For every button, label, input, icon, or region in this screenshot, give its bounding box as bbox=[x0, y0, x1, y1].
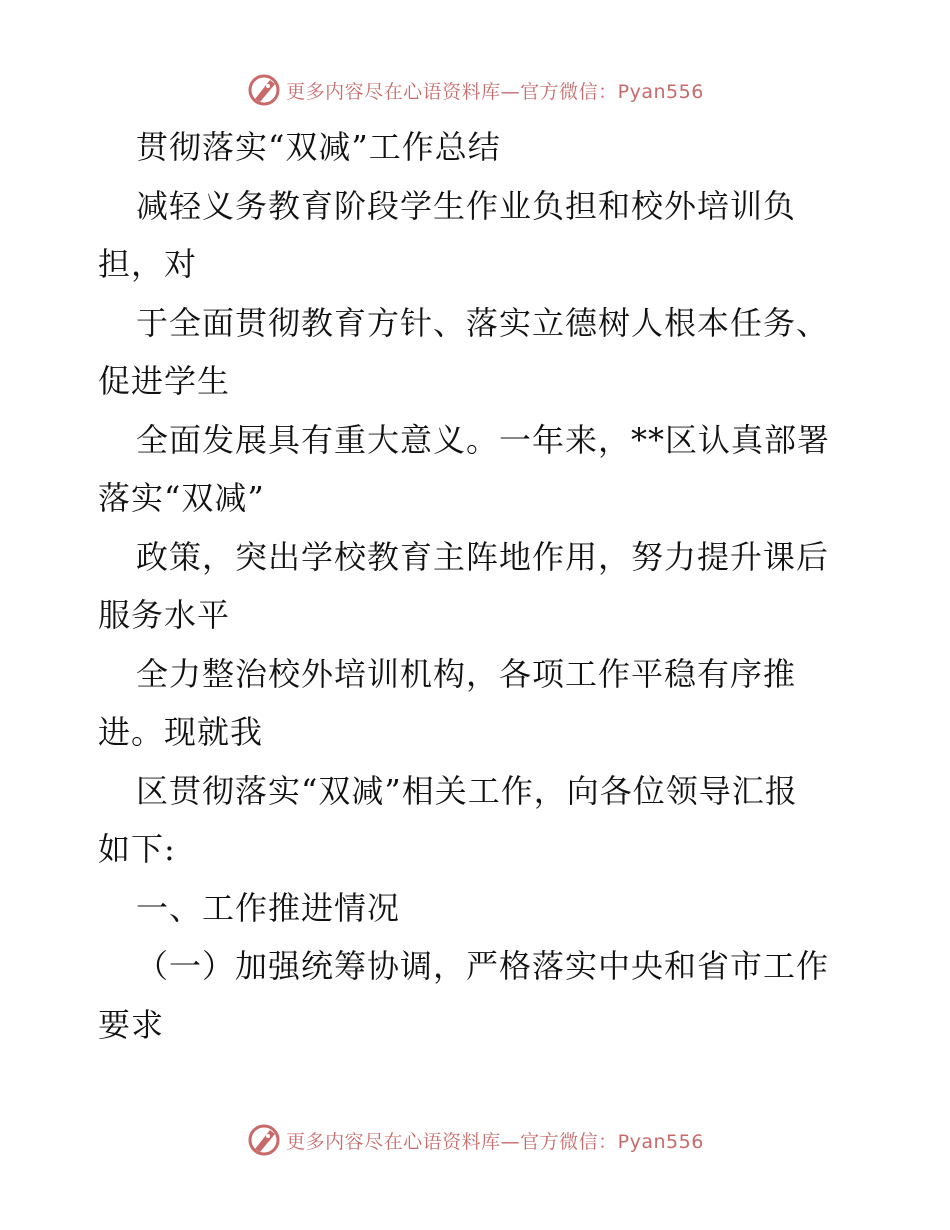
subsection-heading: （一）加强统筹协调，严格落实中央和省市工作 bbox=[136, 947, 830, 985]
paragraph-line: 全面发展具有重大意义。一年来，**区认真部署 bbox=[136, 420, 831, 459]
watermark-header bbox=[0, 70, 950, 110]
paragraph-line: 区贯彻落实“双减”相关工作，向各位领导汇报 bbox=[136, 771, 798, 810]
paragraph-line: 促进学生 bbox=[98, 362, 231, 400]
paragraph-line: 要求 bbox=[98, 1005, 165, 1044]
paragraph-line: 落实“双减” bbox=[98, 479, 265, 517]
pen-nib-logo-icon bbox=[246, 72, 282, 108]
watermark-footer bbox=[0, 1120, 950, 1160]
section-heading: 一、工作推进情况 bbox=[136, 888, 401, 927]
paragraph-line: 如下: bbox=[98, 830, 176, 868]
paragraph-line: 进。现就我 bbox=[98, 713, 264, 751]
paragraph-line: 政策，突出学校教育主阵地作用，努力提升课后 bbox=[136, 537, 830, 576]
paragraph-line: 减轻义务教育阶段学生作业负担和校外培训负 bbox=[136, 186, 797, 225]
document-title: 贯彻落实“双减”工作总结 bbox=[136, 128, 501, 166]
document-body bbox=[98, 118, 868, 1054]
watermark-text: 更多内容尽在心语资料库—官方微信：Pyan556 bbox=[286, 80, 704, 103]
watermark-text: 更多内容尽在心语资料库—官方微信：Pyan556 bbox=[286, 1130, 704, 1153]
paragraph-line: 全力整治校外培训机构，各项工作平稳有序推 bbox=[136, 654, 797, 693]
pen-nib-logo-icon bbox=[246, 1122, 282, 1158]
paragraph-line: 担，对 bbox=[98, 245, 198, 283]
paragraph-line: 于全面贯彻教育方针、落实立德树人根本任务、 bbox=[136, 303, 830, 342]
paragraph-line: 服务水平 bbox=[98, 596, 231, 634]
